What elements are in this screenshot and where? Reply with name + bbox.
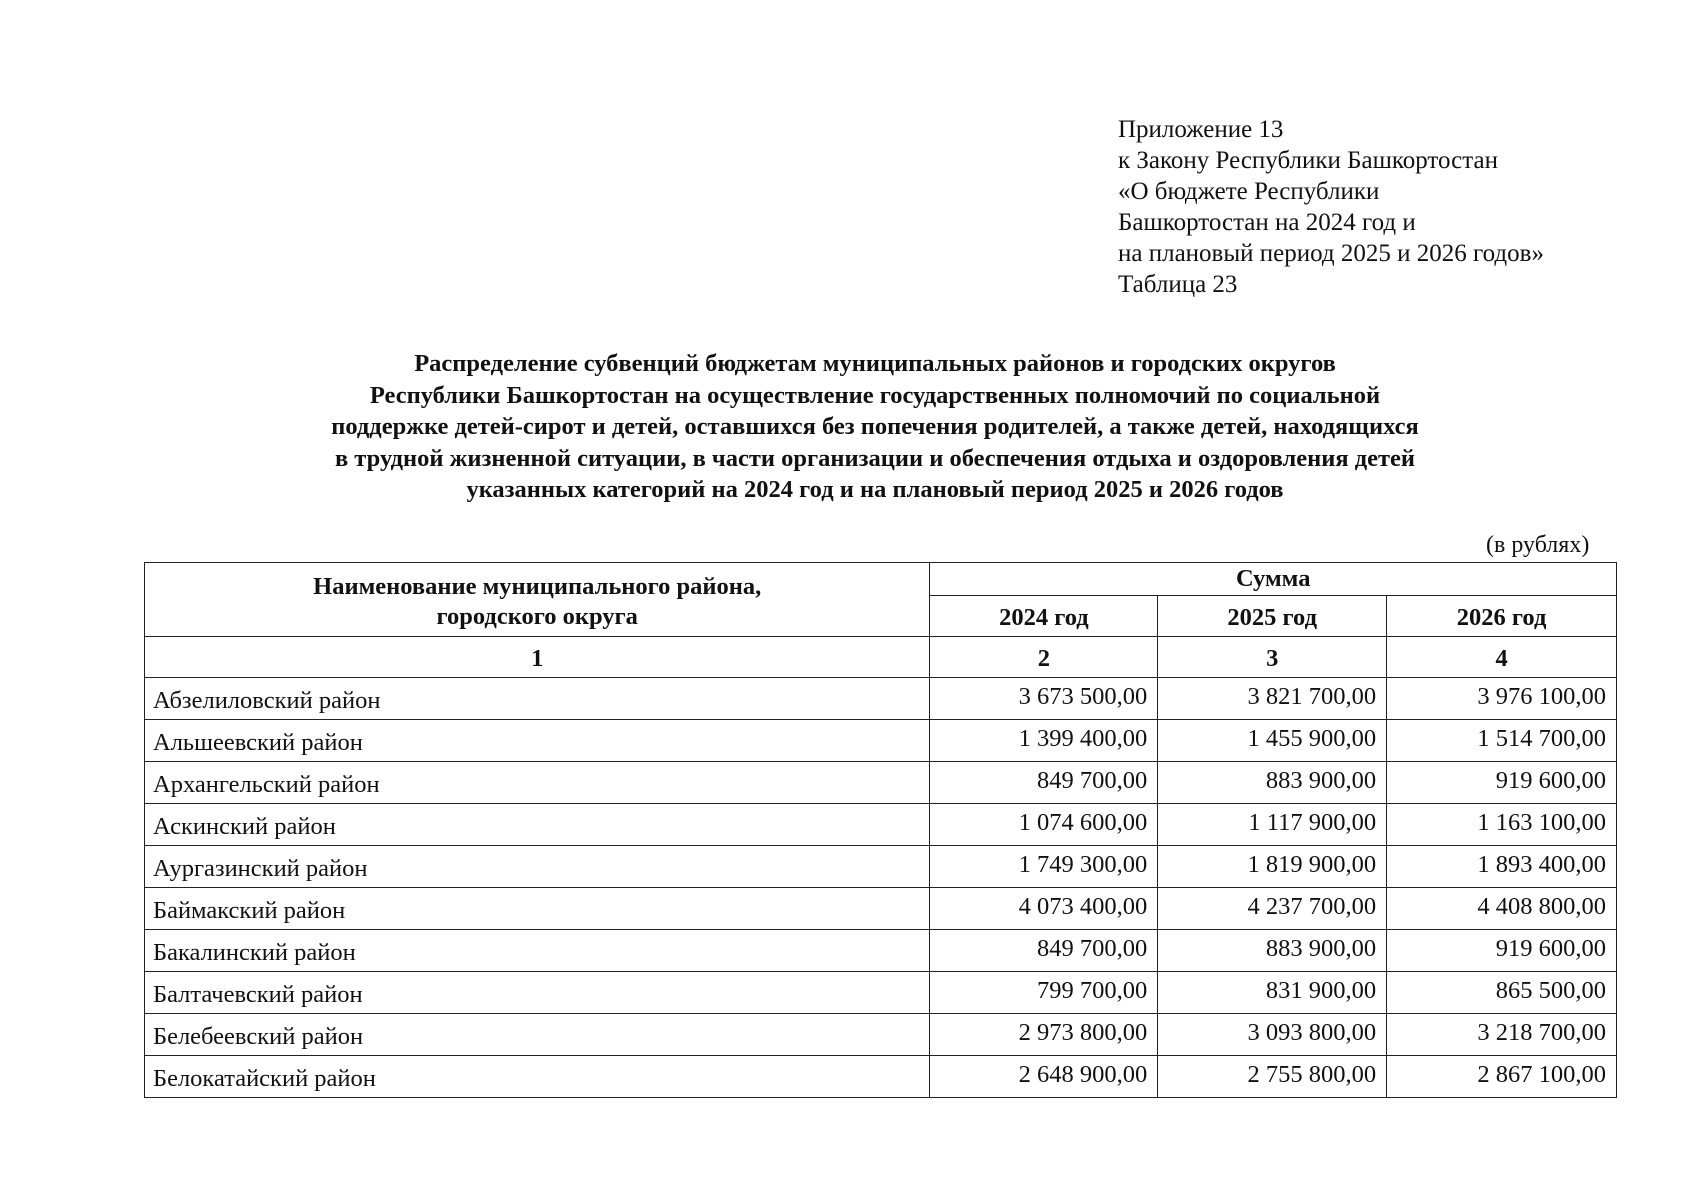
district-name: Аскинский район: [145, 804, 930, 846]
district-name: Балтачевский район: [145, 972, 930, 1014]
amount-2025: 883 900,00: [1158, 762, 1387, 804]
column-number: 1: [145, 637, 930, 678]
table-row: [145, 846, 1617, 888]
amount-2024: 3 673 500,00: [930, 678, 1158, 720]
amount-2024: 4 073 400,00: [930, 888, 1158, 930]
appendix-line: на плановый период 2025 и 2026 годов»: [1118, 240, 1544, 267]
amount-2024: 849 700,00: [930, 930, 1158, 972]
amount-2026: 3 218 700,00: [1387, 1014, 1617, 1056]
subvention-table: [144, 562, 1617, 1098]
district-name: Альшеевский район: [145, 720, 930, 762]
amount-2024: 1 749 300,00: [930, 846, 1158, 888]
year-header-2026: 2026 год: [1387, 596, 1617, 637]
amount-2025: 4 237 700,00: [1158, 888, 1387, 930]
table-row: [145, 678, 1617, 720]
amount-2025: 1 819 900,00: [1158, 846, 1387, 888]
amount-2026: 865 500,00: [1387, 972, 1617, 1014]
amount-2025: 1 117 900,00: [1158, 804, 1387, 846]
table-row: [145, 804, 1617, 846]
amount-2025: 2 755 800,00: [1158, 1056, 1387, 1098]
appendix-line: Башкортостан на 2024 год и: [1118, 209, 1416, 236]
amount-2025: 3 821 700,00: [1158, 678, 1387, 720]
appendix-block: [1118, 114, 1544, 300]
sum-header: Сумма: [930, 563, 1617, 596]
amount-2026: 1 514 700,00: [1387, 720, 1617, 762]
amount-2026: 919 600,00: [1387, 762, 1617, 804]
amount-2025: 831 900,00: [1158, 972, 1387, 1014]
name-header-line2: городского округа: [436, 602, 638, 630]
appendix-line: «О бюджете Республики: [1118, 178, 1380, 205]
column-number: 4: [1387, 637, 1617, 678]
amount-2024: 849 700,00: [930, 762, 1158, 804]
appendix-line: к Закону Республики Башкортостан: [1118, 147, 1498, 174]
table-row: [145, 930, 1617, 972]
year-header-2025: 2025 год: [1158, 596, 1387, 637]
name-column-header: [145, 563, 930, 637]
district-name: Аургазинский район: [145, 846, 930, 888]
amount-2024: 2 973 800,00: [930, 1014, 1158, 1056]
units-note: (в рублях): [1486, 532, 1590, 558]
table-row: [145, 1056, 1617, 1098]
district-name: Абзелиловский район: [145, 678, 930, 720]
title-line: в трудной жизненной ситуации, в части организации и обеспечения отдыха и оздоровления детей: [334, 444, 1416, 472]
district-name: Белебеевский район: [145, 1014, 930, 1056]
title-line: поддержке детей-сирот и детей, оставшихся без попечения родителей, а также детей, находящихся: [331, 413, 1419, 440]
amount-2026: 3 976 100,00: [1387, 678, 1617, 720]
amount-2024: 1 399 400,00: [930, 720, 1158, 762]
title-line: Республики Башкортостан на осуществление государственных полномочий по социальной: [369, 381, 1381, 409]
column-number: 2: [930, 637, 1158, 678]
amount-2024: 799 700,00: [930, 972, 1158, 1014]
table-number: Таблица 23: [1118, 271, 1238, 298]
title-line: указанных категорий на 2024 год и на плановый период 2025 и 2026 годов: [466, 476, 1284, 503]
amount-2026: 4 408 800,00: [1387, 888, 1617, 930]
amount-2026: 919 600,00: [1387, 930, 1617, 972]
title-line: Распределение субвенций бюджетам муниципальных районов и городских округов: [414, 350, 1336, 377]
district-name: Белокатайский район: [145, 1056, 930, 1098]
name-header-line1: Наименование муниципального района,: [313, 572, 762, 600]
amount-2024: 2 648 900,00: [930, 1056, 1158, 1098]
table-row: [145, 972, 1617, 1014]
column-number: 3: [1158, 637, 1387, 678]
table-row: [145, 720, 1617, 762]
district-name: Архангельский район: [145, 762, 930, 804]
amount-2026: 1 163 100,00: [1387, 804, 1617, 846]
amount-2026: 2 867 100,00: [1387, 1056, 1617, 1098]
table-row: [145, 888, 1617, 930]
district-name: Баймакский район: [145, 888, 930, 930]
district-name: Бакалинский район: [145, 930, 930, 972]
document-title: [150, 348, 1600, 506]
amount-2026: 1 893 400,00: [1387, 846, 1617, 888]
appendix-line: Приложение 13: [1118, 116, 1284, 143]
year-header-2024: 2024 год: [930, 596, 1158, 637]
table-row: [145, 1014, 1617, 1056]
amount-2025: 1 455 900,00: [1158, 720, 1387, 762]
amount-2025: 3 093 800,00: [1158, 1014, 1387, 1056]
amount-2024: 1 074 600,00: [930, 804, 1158, 846]
table-row: [145, 762, 1617, 804]
amount-2025: 883 900,00: [1158, 930, 1387, 972]
